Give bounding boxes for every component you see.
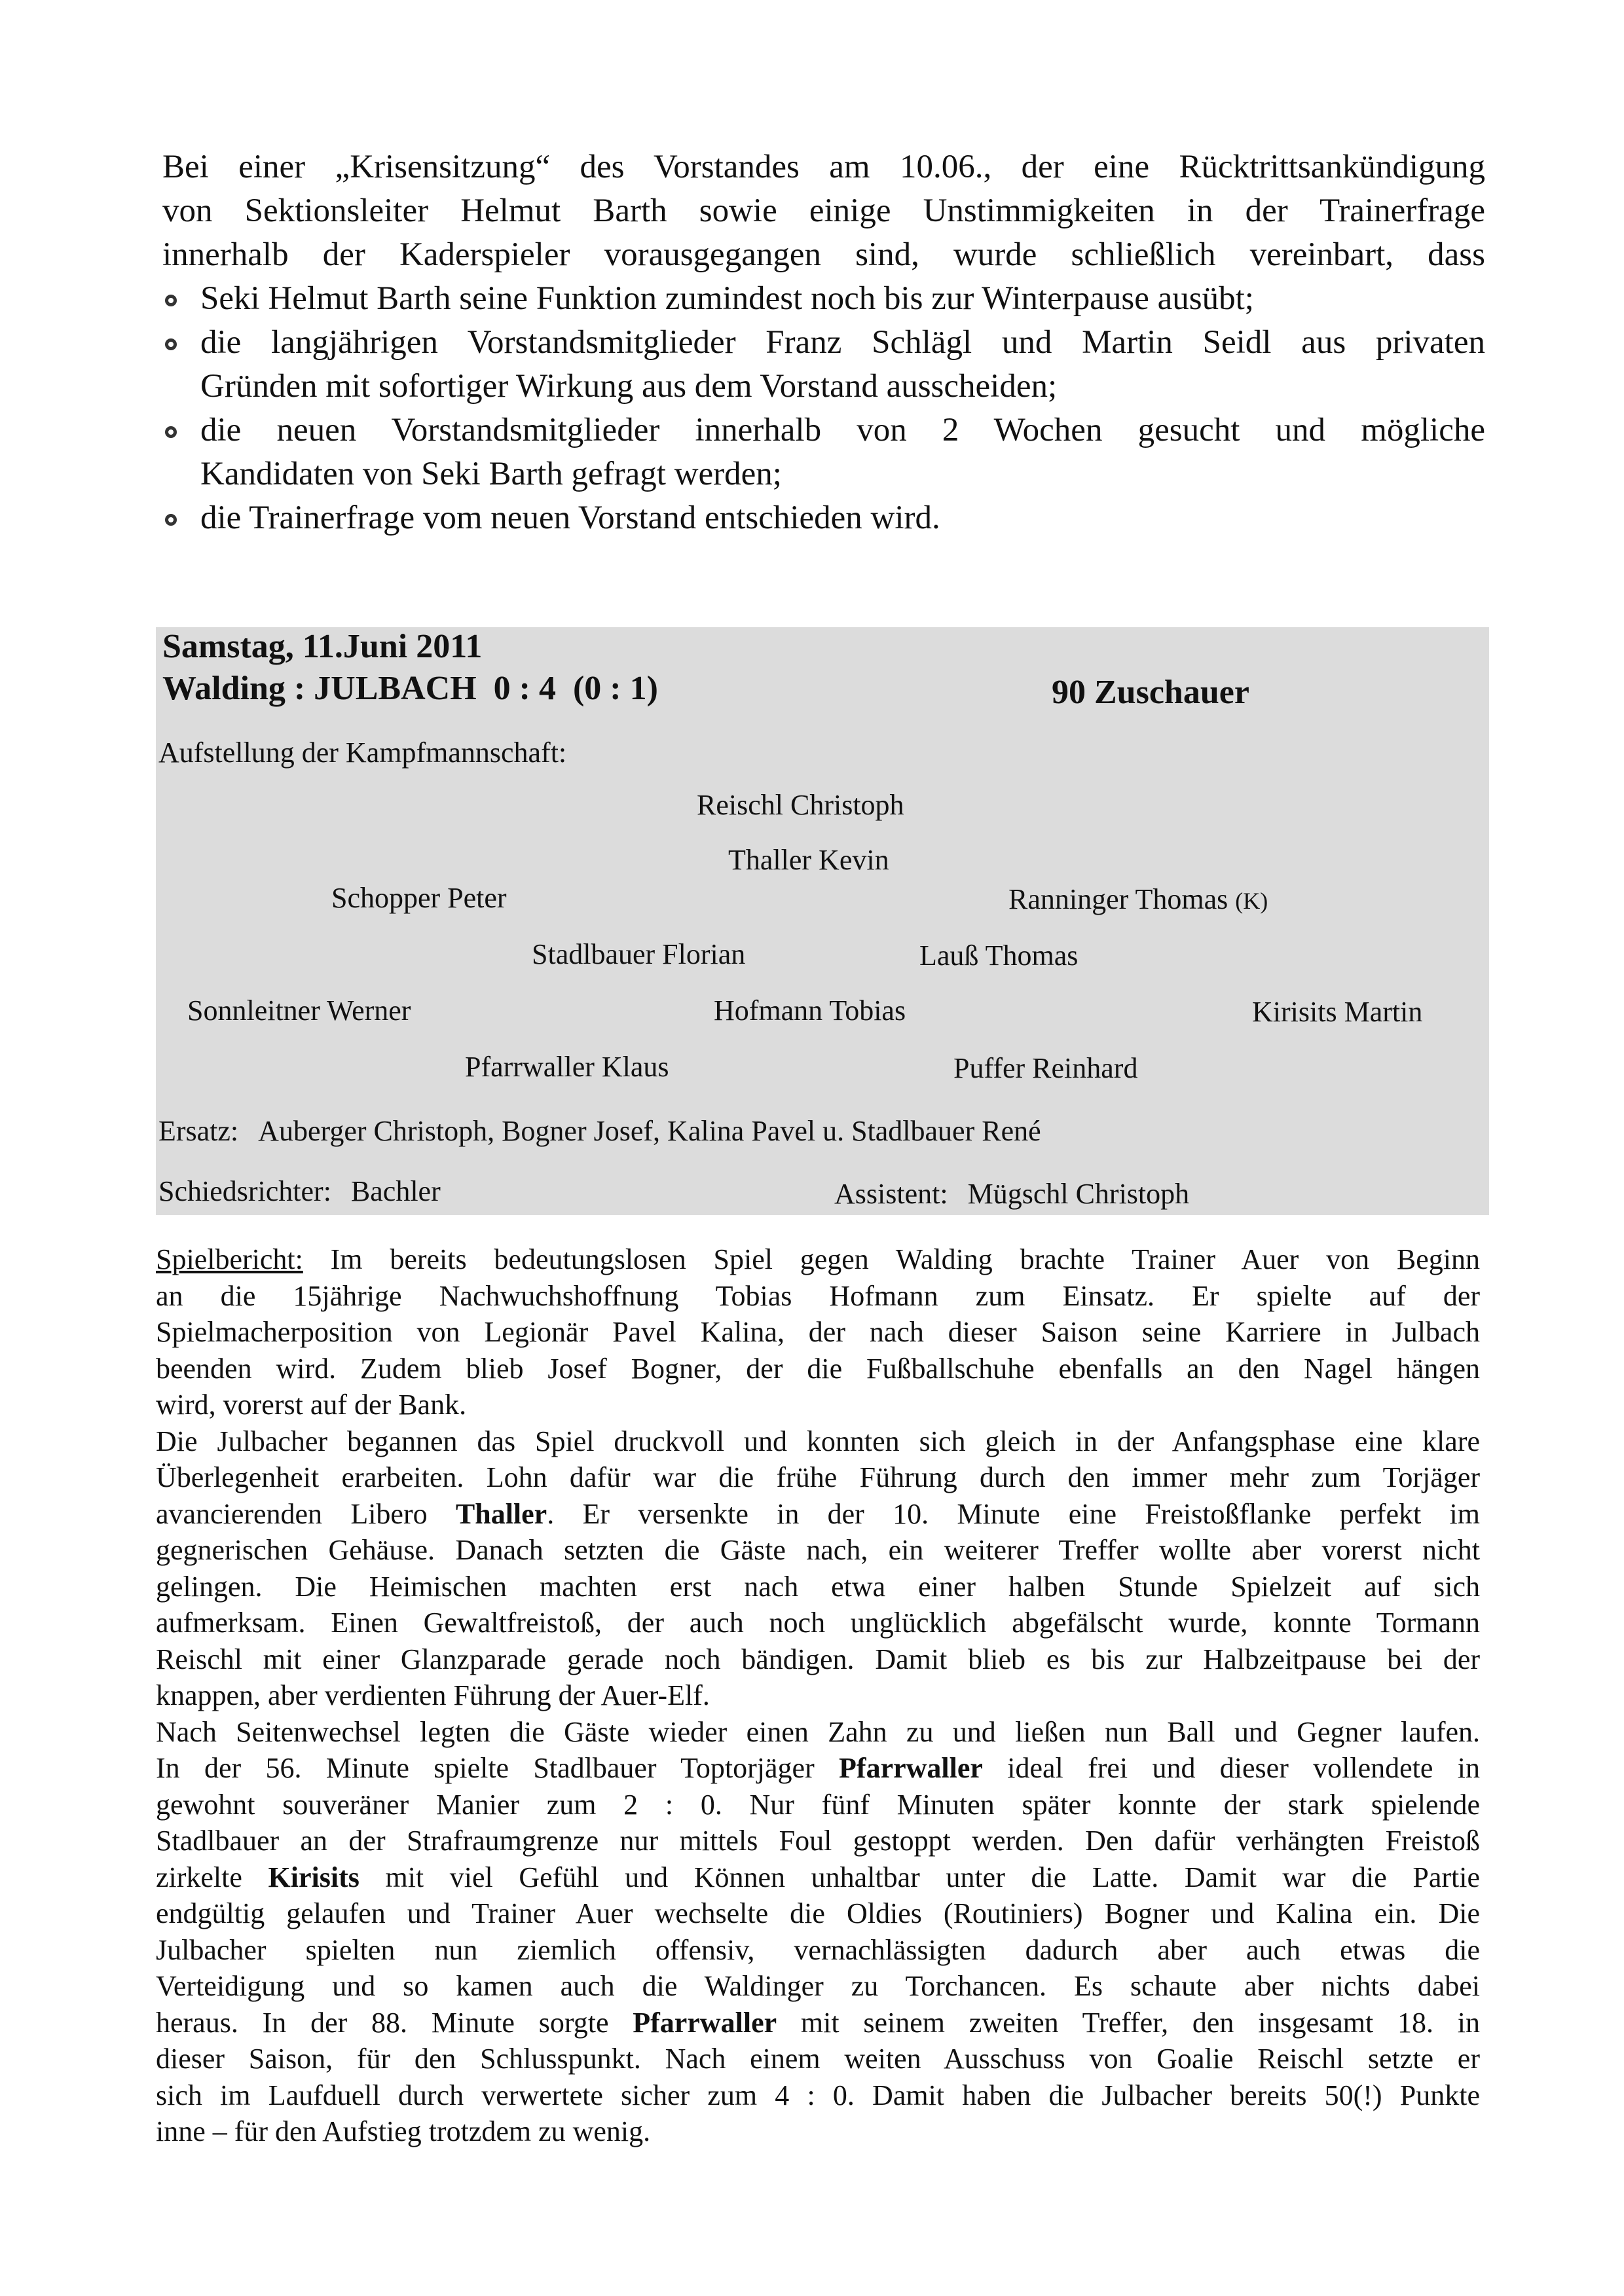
report-line bbox=[156, 2077, 1480, 2114]
decision-list bbox=[162, 277, 1485, 540]
decision-text: die langjährigen Vorstandsmitglieder Franz Schlägl und Martin Seidl aus privaten bbox=[200, 324, 1485, 361]
decision-text: Kandidaten von Seki Barth gefragt werden; bbox=[200, 456, 782, 492]
report-line bbox=[156, 1532, 1480, 1569]
scorer-name: Kirisits bbox=[268, 1861, 360, 1893]
match-date: Samstag, 11.Juni 2011 bbox=[162, 628, 483, 665]
report-text: Im bereits bedeutungslosen Spiel gegen Walding brachte Trainer Auer von Beginn bbox=[330, 1243, 1481, 1275]
report-text: mit viel Gefühl und Können unhaltbar unter die Latte. Damit war die Partie bbox=[359, 1861, 1480, 1893]
assistant-label: Assistent: bbox=[834, 1178, 948, 1210]
report-line bbox=[156, 2113, 1480, 2150]
report-text: beenden wird. Zudem blieb Josef Bogner, der die Fußballschuhe ebenfalls an den Nagel hängen bbox=[156, 1352, 1480, 1385]
lineup-label: Aufstellung der Kampfmannschaft: bbox=[158, 737, 567, 769]
substitutes bbox=[158, 1114, 1041, 1148]
report-text: ideal frei und dieser vollendete in bbox=[982, 1752, 1480, 1784]
report-line bbox=[156, 1823, 1480, 1859]
referee-name: Bachler bbox=[350, 1175, 441, 1207]
scorer-name: Thaller bbox=[455, 1497, 547, 1530]
player-forward-left: Pfarrwaller Klaus bbox=[465, 1051, 669, 1083]
player-libero: Thaller Kevin bbox=[728, 844, 889, 876]
report-text: knappen, aber verdienten Führung der Auer-Elf. bbox=[156, 1679, 710, 1711]
intro-line: von Sektionsleiter Helmut Barth sowie einige Unstimmigkeiten in der Trainerfrage bbox=[162, 192, 1485, 229]
player-left-wing: Sonnleitner Werner bbox=[187, 994, 411, 1027]
decision-text: die Trainerfrage vom neuen Vorstand entschieden wird. bbox=[200, 500, 940, 536]
report-text: Überlegenheit erarbeiten. Lohn dafür war die frühe Führung durch den immer mehr zum Torjäger bbox=[156, 1461, 1480, 1493]
decision-item bbox=[162, 321, 1485, 409]
report-line bbox=[156, 1968, 1480, 2005]
report-line bbox=[156, 1278, 1480, 1315]
report-label: Spielbericht: bbox=[156, 1243, 303, 1275]
report-line bbox=[156, 1787, 1480, 1823]
intro-paragraph bbox=[162, 145, 1485, 540]
decision-text: Seki Helmut Barth seine Funktion zumindest noch bis zur Winterpause ausübt; bbox=[200, 280, 1254, 317]
decision-text: Gründen mit sofortiger Wirkung aus dem Vorstand ausscheiden; bbox=[200, 368, 1058, 405]
scorer-name: Pfarrwaller bbox=[633, 2006, 777, 2039]
intro-line: Bei einer „Krisensitzung“ des Vorstandes am 10.06., der eine Rücktrittsankündigung bbox=[162, 149, 1485, 185]
decision-text: die neuen Vorstandsmitglieder innerhalb von 2 Wochen gesucht und mögliche bbox=[200, 412, 1485, 448]
report-text: Julbacher spielten nun ziemlich offensiv, vernachlässigten dadurch aber auch etwas die bbox=[156, 1933, 1480, 1966]
report-text: gegnerischen Gehäuse. Danach setzten die Gäste nach, ein weiterer Treffer wollte aber vorerst nicht bbox=[156, 1534, 1480, 1566]
report-text: Stadlbauer an der Strafraumgrenze nur mittels Foul gestoppt werden. Den dafür verhängten Freistoß bbox=[156, 1825, 1480, 1857]
match-box bbox=[156, 627, 1489, 1215]
player-right-wing: Kirisits Martin bbox=[1252, 996, 1423, 1028]
report-line bbox=[156, 1423, 1480, 1460]
referee-label: Schiedsrichter: bbox=[158, 1175, 331, 1207]
report-line bbox=[156, 2041, 1480, 2077]
report-line bbox=[156, 1496, 1480, 1533]
player-left-back: Schopper Peter bbox=[331, 882, 507, 914]
match-report bbox=[156, 1241, 1480, 2150]
report-line bbox=[156, 1605, 1480, 1641]
assistant bbox=[834, 1177, 1189, 1211]
player-center-left: Stadlbauer Florian bbox=[532, 938, 746, 970]
report-text: zirkelte bbox=[156, 1861, 268, 1893]
report-text: mit seinem zweiten Treffer, den insgesamt 18. in bbox=[777, 2006, 1480, 2039]
report-text: Verteidigung und so kamen auch die Waldinger zu Torchancen. Es schaute aber nichts dabei bbox=[156, 1970, 1480, 2002]
report-text: endgültig gelaufen und Trainer Auer wechselte die Oldies (Routiniers) Bogner und Kalina ein. Die bbox=[156, 1897, 1480, 1929]
decision-item bbox=[162, 277, 1485, 321]
subs-list: Auberger Christoph, Bogner Josef, Kalina Pavel u. Stadlbauer René bbox=[258, 1115, 1041, 1147]
subs-label: Ersatz: bbox=[158, 1115, 239, 1147]
decision-item bbox=[162, 496, 1485, 540]
report-line bbox=[156, 1569, 1480, 1605]
report-text: avancierenden Libero bbox=[156, 1497, 456, 1530]
report-text: gelingen. Die Heimischen machten erst nach etwa einer halben Stunde Spielzeit auf sich bbox=[156, 1570, 1480, 1603]
report-line bbox=[156, 1387, 1480, 1423]
report-text: inne – für den Aufstieg trotzdem zu wenig. bbox=[156, 2115, 651, 2147]
report-line bbox=[156, 1641, 1480, 1678]
report-line bbox=[156, 1714, 1480, 1751]
report-text: Spielmacherposition von Legionär Pavel Kalina, der nach dieser Saison seine Karriere in Julbach bbox=[156, 1316, 1480, 1348]
report-line bbox=[156, 1314, 1480, 1351]
report-line bbox=[156, 2005, 1480, 2041]
report-text: aufmerksam. Einen Gewaltfreistoß, der auch noch unglücklich abgefälscht wurde, konnte Tormann bbox=[156, 1607, 1480, 1639]
intro-line: innerhalb der Kaderspieler vorausgegangen sind, wurde schließlich vereinbart, dass bbox=[162, 236, 1485, 273]
report-text: an die 15jährige Nachwuchshoffnung Tobias Hofmann zum Einsatz. Er spielte auf der bbox=[156, 1279, 1480, 1312]
report-line bbox=[156, 1241, 1480, 1278]
spectator-count: 90 Zuschauer bbox=[1052, 674, 1249, 711]
player-right-back bbox=[1008, 883, 1268, 916]
bullet-icon bbox=[165, 514, 177, 526]
match-score: Walding : JULBACH 0 : 4 (0 : 1) bbox=[162, 670, 658, 707]
referee bbox=[158, 1175, 441, 1208]
scorer-name: Pfarrwaller bbox=[839, 1752, 983, 1784]
report-line bbox=[156, 1895, 1480, 1932]
report-text: Reischl mit einer Glanzparade gerade noch bändigen. Damit blieb es bis zur Halbzeitpause bei der bbox=[156, 1643, 1480, 1675]
report-text: sich im Laufduell durch verwertete sicher zum 4 : 0. Damit haben die Julbacher bereits 50(!) Punkte bbox=[156, 2079, 1480, 2111]
assistant-name: Mügschl Christoph bbox=[967, 1178, 1190, 1210]
player-center-mid: Hofmann Tobias bbox=[714, 994, 906, 1027]
report-text: Nach Seitenwechsel legten die Gäste wieder einen Zahn zu und ließen nun Ball und Gegner laufen. bbox=[156, 1715, 1480, 1748]
bullet-icon bbox=[165, 338, 177, 350]
report-text: In der 56. Minute spielte Stadlbauer Toptorjäger bbox=[156, 1752, 840, 1784]
report-text: wird, vorerst auf der Bank. bbox=[156, 1389, 467, 1421]
player-forward-right: Puffer Reinhard bbox=[953, 1052, 1138, 1084]
report-line bbox=[156, 1859, 1480, 1896]
captain-mark: (K) bbox=[1235, 888, 1268, 914]
player-center-right: Lauß Thomas bbox=[919, 939, 1079, 972]
bullet-icon bbox=[165, 295, 177, 306]
player-goalkeeper: Reischl Christoph bbox=[697, 789, 904, 821]
report-line bbox=[156, 1459, 1480, 1496]
decision-item bbox=[162, 409, 1485, 496]
report-line bbox=[156, 1677, 1480, 1714]
report-text: gewohnt souveräner Manier zum 2 : 0. Nur fünf Minuten später konnte der stark spielende bbox=[156, 1788, 1480, 1821]
report-line bbox=[156, 1932, 1480, 1969]
report-text: Die Julbacher begannen das Spiel druckvoll und konnten sich gleich in der Anfangsphase eine klare bbox=[156, 1425, 1480, 1457]
report-text: . Er versenkte in der 10. Minute eine Freistoßflanke perfekt im bbox=[547, 1497, 1480, 1530]
report-text: heraus. In der 88. Minute sorgte bbox=[156, 2006, 633, 2039]
report-line bbox=[156, 1351, 1480, 1387]
player-name: Ranninger Thomas bbox=[1008, 883, 1228, 915]
report-line bbox=[156, 1750, 1480, 1787]
report-text: dieser Saison, für den Schlusspunkt. Nach einem weiten Ausschuss von Goalie Reischl setzte er bbox=[156, 2043, 1480, 2075]
bullet-icon bbox=[165, 426, 177, 438]
